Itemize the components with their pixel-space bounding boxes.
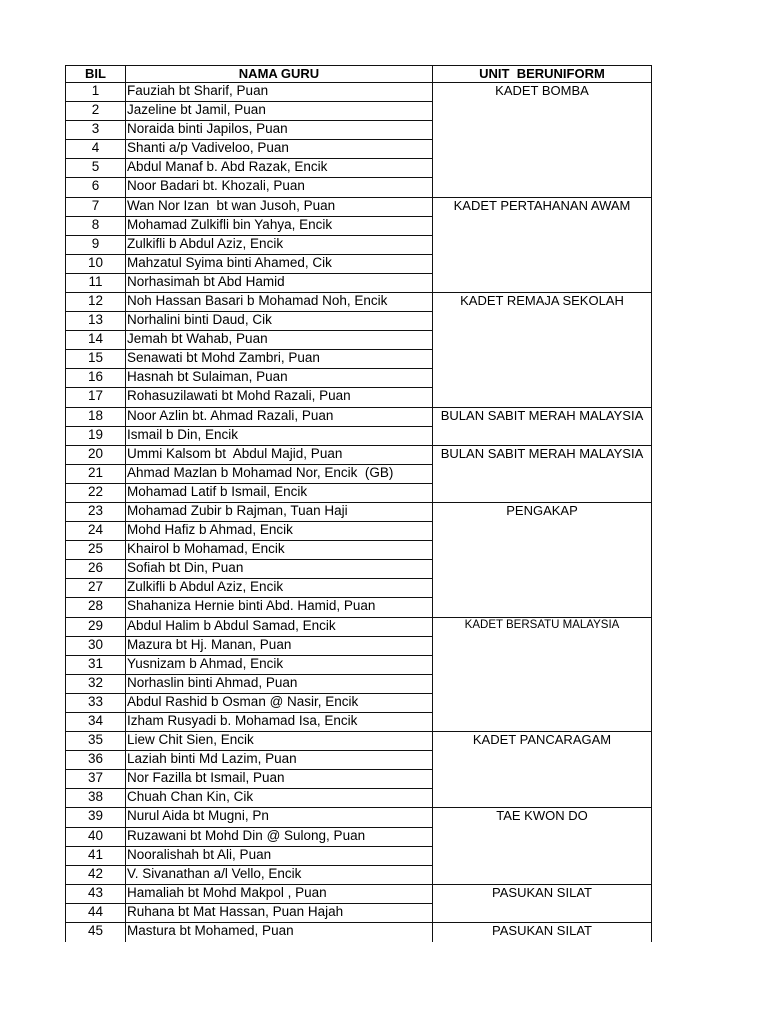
table-row	[65, 139, 433, 159]
table-row	[65, 731, 433, 751]
table-row	[65, 674, 433, 694]
table-row	[65, 445, 433, 465]
header-bil: BIL	[65, 65, 126, 83]
table-row	[65, 82, 433, 102]
table-row	[65, 197, 433, 217]
bil-cell: 30	[65, 636, 126, 656]
nama-guru-cell: Sofiah bt Din, Puan	[125, 559, 433, 579]
bil-cell: 34	[65, 712, 126, 732]
table-row	[65, 426, 433, 446]
bil-cell: 21	[65, 464, 126, 484]
nama-guru-cell: Abdul Rashid b Osman @ Nasir, Encik	[125, 693, 433, 713]
table-row	[65, 521, 433, 541]
nama-guru-cell: Chuah Chan Kin, Cik	[125, 788, 433, 808]
bil-cell: 12	[65, 292, 126, 312]
table-row	[65, 235, 433, 255]
nama-guru-cell: Abdul Halim b Abdul Samad, Encik	[125, 617, 433, 637]
bil-cell: 35	[65, 731, 126, 751]
header-nama-guru: NAMA GURU	[125, 65, 433, 83]
bil-cell: 40	[65, 827, 126, 847]
table-row	[65, 827, 433, 847]
unit-cell: PENGAKAP	[432, 502, 652, 618]
table-row	[65, 769, 433, 789]
nama-guru-cell: Mohamad Zulkifli bin Yahya, Encik	[125, 216, 433, 236]
table-row	[65, 922, 433, 942]
nama-guru-cell: Laziah binti Md Lazim, Puan	[125, 750, 433, 770]
nama-guru-cell: Liew Chit Sien, Encik	[125, 731, 433, 751]
nama-guru-cell: Wan Nor Izan bt wan Jusoh, Puan	[125, 197, 433, 217]
table-row	[65, 540, 433, 560]
bil-cell: 39	[65, 807, 126, 828]
table-row	[65, 311, 433, 331]
table-row	[65, 884, 433, 904]
nama-guru-cell: Yusnizam b Ahmad, Encik	[125, 655, 433, 675]
table-row	[65, 865, 433, 885]
table-row	[65, 712, 433, 732]
table-row	[65, 807, 433, 828]
table-row	[65, 502, 433, 522]
nama-guru-cell: Nurul Aida bt Mugni, Pn	[125, 807, 433, 828]
bil-cell: 14	[65, 330, 126, 350]
table-row	[65, 387, 433, 408]
table-row	[65, 464, 433, 484]
bil-cell: 19	[65, 426, 126, 446]
bil-cell: 5	[65, 158, 126, 178]
nama-guru-cell: V. Sivanathan a/l Vello, Encik	[125, 865, 433, 885]
nama-guru-cell: Izham Rusyadi b. Mohamad Isa, Encik	[125, 712, 433, 732]
nama-guru-cell: Rohasuzilawati bt Mohd Razali, Puan	[125, 387, 433, 408]
nama-guru-cell: Zulkifli b Abdul Aziz, Encik	[125, 578, 433, 598]
bil-cell: 44	[65, 903, 126, 923]
nama-guru-cell: Ummi Kalsom bt Abdul Majid, Puan	[125, 445, 433, 465]
bil-cell: 38	[65, 788, 126, 808]
bil-cell: 45	[65, 922, 126, 942]
bil-cell: 16	[65, 368, 126, 388]
table-row	[65, 368, 433, 388]
bil-cell: 15	[65, 349, 126, 369]
table-row	[65, 407, 433, 427]
nama-guru-cell: Ismail b Din, Encik	[125, 426, 433, 446]
nama-guru-cell: Abdul Manaf b. Abd Razak, Encik	[125, 158, 433, 178]
nama-guru-cell: Senawati bt Mohd Zambri, Puan	[125, 349, 433, 369]
nama-guru-cell: Hasnah bt Sulaiman, Puan	[125, 368, 433, 388]
unit-cell: BULAN SABIT MERAH MALAYSIA	[432, 407, 652, 446]
bil-cell: 3	[65, 120, 126, 140]
bil-cell: 24	[65, 521, 126, 541]
bil-cell: 33	[65, 693, 126, 713]
nama-guru-cell: Mazura bt Hj. Manan, Puan	[125, 636, 433, 656]
nama-guru-cell: Noor Badari bt. Khozali, Puan	[125, 177, 433, 198]
bil-cell: 13	[65, 311, 126, 331]
nama-guru-cell: Mohd Hafiz b Ahmad, Encik	[125, 521, 433, 541]
bil-cell: 29	[65, 617, 126, 637]
bil-cell: 31	[65, 655, 126, 675]
bil-cell: 18	[65, 407, 126, 427]
table-row	[65, 120, 433, 140]
bil-cell: 20	[65, 445, 126, 465]
table-row	[65, 349, 433, 369]
unit-cell: KADET REMAJA SEKOLAH	[432, 292, 652, 408]
unit-cell: PASUKAN SILAT	[432, 922, 652, 942]
table-row	[65, 636, 433, 656]
unit-cell: KADET BOMBA	[432, 82, 652, 198]
table-row	[65, 578, 433, 598]
nama-guru-cell: Fauziah bt Sharif, Puan	[125, 82, 433, 102]
bil-cell: 32	[65, 674, 126, 694]
nama-guru-cell: Mohamad Zubir b Rajman, Tuan Haji	[125, 502, 433, 522]
nama-guru-cell: Nooralishah bt Ali, Puan	[125, 846, 433, 866]
unit-cell: TAE KWON DO	[432, 807, 652, 885]
bil-cell: 28	[65, 597, 126, 618]
table-row	[65, 655, 433, 675]
bil-cell: 8	[65, 216, 126, 236]
bil-cell: 27	[65, 578, 126, 598]
table-row	[65, 597, 433, 618]
bil-cell: 42	[65, 865, 126, 885]
bil-cell: 1	[65, 82, 126, 102]
unit-cell: KADET PANCARAGAM	[432, 731, 652, 808]
nama-guru-cell: Nor Fazilla bt Ismail, Puan	[125, 769, 433, 789]
bil-cell: 11	[65, 273, 126, 293]
bil-cell: 41	[65, 846, 126, 866]
nama-guru-cell: Norhalini binti Daud, Cik	[125, 311, 433, 331]
table-row	[65, 254, 433, 274]
nama-guru-cell: Ruhana bt Mat Hassan, Puan Hajah	[125, 903, 433, 923]
nama-guru-cell: Mohamad Latif b Ismail, Encik	[125, 483, 433, 503]
bil-cell: 2	[65, 101, 126, 121]
unit-cell: KADET PERTAHANAN AWAM	[432, 197, 652, 293]
nama-guru-cell: Ruzawani bt Mohd Din @ Sulong, Puan	[125, 827, 433, 847]
bil-cell: 6	[65, 177, 126, 198]
bil-cell: 22	[65, 483, 126, 503]
bil-cell: 37	[65, 769, 126, 789]
table-row	[65, 750, 433, 770]
table-row	[65, 273, 433, 293]
nama-guru-cell: Jazeline bt Jamil, Puan	[125, 101, 433, 121]
bil-cell: 26	[65, 559, 126, 579]
nama-guru-cell: Norhasimah bt Abd Hamid	[125, 273, 433, 293]
bil-cell: 43	[65, 884, 126, 904]
nama-guru-cell: Norhaslin binti Ahmad, Puan	[125, 674, 433, 694]
nama-guru-cell: Shahaniza Hernie binti Abd. Hamid, Puan	[125, 597, 433, 618]
bil-cell: 9	[65, 235, 126, 255]
bil-cell: 23	[65, 502, 126, 522]
table-row	[65, 330, 433, 350]
table-row	[65, 101, 433, 121]
nama-guru-cell: Noraida binti Japilos, Puan	[125, 120, 433, 140]
table-row	[65, 693, 433, 713]
nama-guru-cell: Shanti a/p Vadiveloo, Puan	[125, 139, 433, 159]
table-row	[65, 903, 433, 923]
nama-guru-cell: Khairol b Mohamad, Encik	[125, 540, 433, 560]
header-unit-beruniform: UNIT BERUNIFORM	[432, 65, 652, 83]
unit-cell: PASUKAN SILAT	[432, 884, 652, 923]
nama-guru-cell: Noor Azlin bt. Ahmad Razali, Puan	[125, 407, 433, 427]
nama-guru-cell: Noh Hassan Basari b Mohamad Noh, Encik	[125, 292, 433, 312]
unit-cell: BULAN SABIT MERAH MALAYSIA	[432, 445, 652, 503]
bil-cell: 4	[65, 139, 126, 159]
table-row	[65, 216, 433, 236]
nama-guru-cell: Hamaliah bt Mohd Makpol , Puan	[125, 884, 433, 904]
bil-cell: 25	[65, 540, 126, 560]
nama-guru-cell: Zulkifli b Abdul Aziz, Encik	[125, 235, 433, 255]
table-row	[65, 292, 433, 312]
nama-guru-cell: Mahzatul Syima binti Ahamed, Cik	[125, 254, 433, 274]
table-row	[65, 846, 433, 866]
nama-guru-cell: Jemah bt Wahab, Puan	[125, 330, 433, 350]
table-row	[65, 788, 433, 808]
bil-cell: 7	[65, 197, 126, 217]
table-row	[65, 158, 433, 178]
nama-guru-cell: Ahmad Mazlan b Mohamad Nor, Encik (GB)	[125, 464, 433, 484]
table-row	[65, 617, 433, 637]
bil-cell: 17	[65, 387, 126, 408]
unit-cell: KADET BERSATU MALAYSIA	[432, 617, 652, 732]
table-row	[65, 483, 433, 503]
table-row	[65, 177, 433, 198]
bil-cell: 10	[65, 254, 126, 274]
bil-cell: 36	[65, 750, 126, 770]
table-row	[65, 559, 433, 579]
nama-guru-cell: Mastura bt Mohamed, Puan	[125, 922, 433, 942]
